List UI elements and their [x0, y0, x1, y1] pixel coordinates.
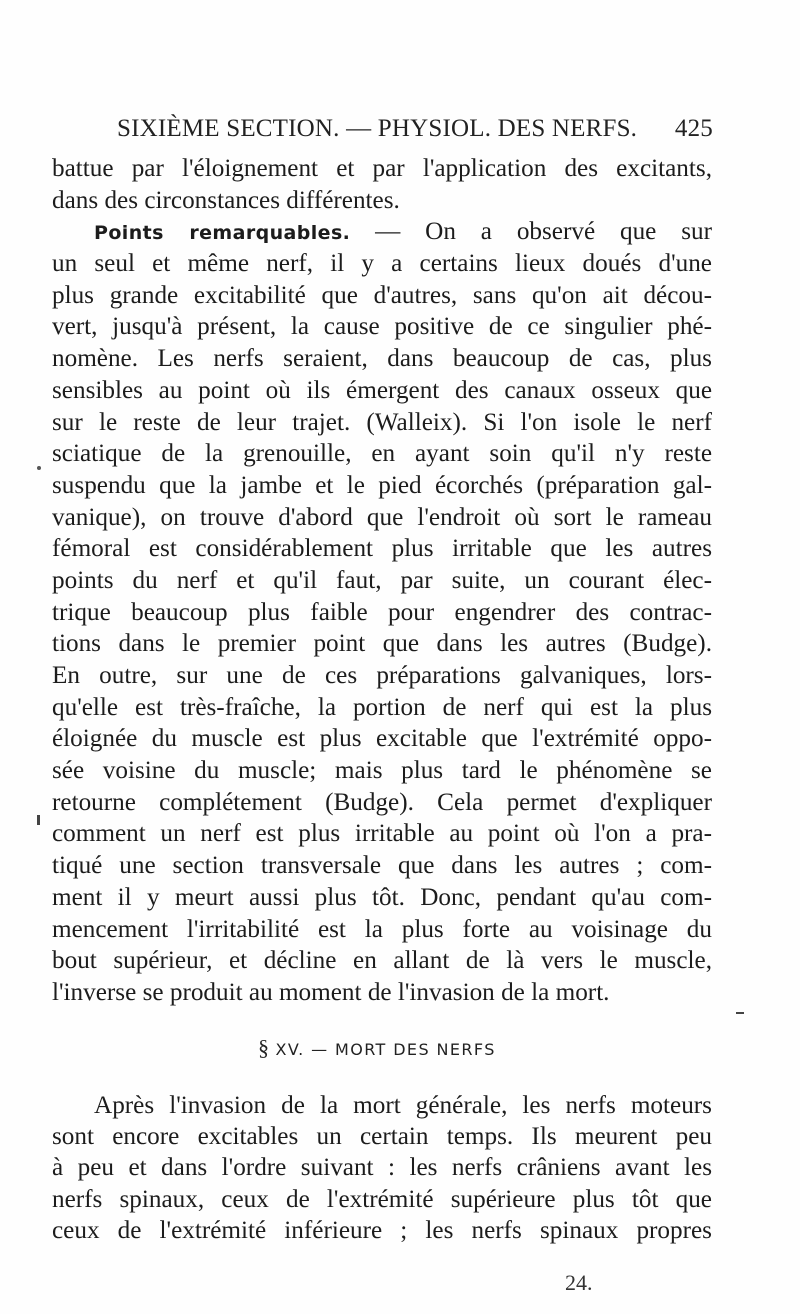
section-heading-text: XV. — MORT DES NERFS — [275, 1040, 496, 1059]
text-line: points du nerf et qu'il faut, par suite, un courant élec- — [52, 566, 712, 594]
text-line: Après l'invasion de la mort générale, les nerfs moteurs — [94, 1092, 712, 1119]
paragraph-lead-rest: — On a observé que sur — [350, 218, 712, 246]
section-text-block — [52, 1090, 712, 1246]
text-line: nomène. Les nerfs seraient, dans beaucoup de cas, plus — [52, 345, 712, 373]
text-line: plus grande excitabilité que d'autres, sans qu'on ait décou- — [52, 281, 712, 309]
section-sign: § — [258, 1035, 269, 1060]
section-heading — [258, 1035, 496, 1061]
running-title: SIXIÈME SECTION. — PHYSIOL. DES NERFS. — [117, 115, 638, 142]
text-line: tiqué une section transversale que dans les autres ; com- — [52, 852, 712, 880]
margin-speck — [37, 815, 40, 825]
text-line: éloignée du muscle est plus excitable que l'extrémité oppo- — [52, 725, 712, 753]
text-line: mencement l'irritabilité est la plus forte au voisinage du — [52, 915, 712, 943]
text-line: tions dans le premier point que dans les autres (Budge). — [52, 630, 712, 658]
text-line: comment un nerf est plus irritable au point où l'on a pra- — [52, 820, 712, 848]
margin-speck — [37, 466, 41, 470]
text-line: l'inverse se produit au moment de l'invasion de la mort. — [52, 978, 610, 1006]
page-number: 425 — [674, 115, 713, 142]
text-line: sur le reste de leur trajet. (Walleix). Si l'on isole le nerf — [52, 408, 712, 436]
text-line: ment il y meurt aussi plus tôt. Donc, pendant qu'au com- — [52, 883, 712, 911]
margin-speck — [736, 1012, 744, 1014]
text-line: En outre, sur une de ces préparations galvaniques, lors- — [52, 662, 712, 689]
text-line: qu'elle est très-fraîche, la portion de nerf qui est la plus — [52, 693, 712, 721]
paragraph-lead-title: Points remarquables. — [94, 222, 351, 245]
text-line: suspendu que la jambe et le pied écorchés (préparation gal- — [52, 471, 712, 499]
text-line: sciatique de la grenouille, en ayant soin qu'il n'y reste — [52, 440, 712, 468]
signature-mark: 24. — [565, 1270, 593, 1295]
text-line: ceux de l'extrémité inférieure ; les nerfs spinaux propres — [52, 1216, 712, 1244]
text-line: vert, jusqu'à présent, la cause positive de ce singulier phé- — [52, 313, 712, 341]
text-line: fémoral est considérablement plus irritable que les autres — [52, 535, 712, 563]
paragraph-lead-line — [52, 216, 712, 248]
text-line: bout supérieur, et décline en allant de là vers le muscle, — [52, 947, 712, 975]
main-text-block — [52, 153, 712, 1009]
text-line: à peu et dans l'ordre suivant : les nerfs crâniens avant les — [52, 1154, 712, 1182]
text-line: retourne complétement (Budge). Cela permet d'expliquer — [52, 788, 712, 816]
text-line: un seul et même nerf, il y a certains lieux doués d'une — [52, 250, 712, 278]
text-line: trique beaucoup plus faible pour engendrer des contrac- — [52, 598, 712, 626]
text-line: vanique), on trouve d'abord que l'endroit où sort le rameau — [52, 503, 712, 531]
text-line: sée voisine du muscle; mais plus tard le phénomène se — [52, 757, 712, 785]
text-line: sont encore excitables un certain temps. Ils meurent peu — [52, 1123, 712, 1151]
text-line: nerfs spinaux, ceux de l'extrémité supérieure plus tôt que — [52, 1185, 712, 1213]
text-line: sensibles au point où ils émergent des canaux osseux que — [52, 376, 712, 404]
text-line: dans des circonstances différentes. — [52, 186, 400, 214]
running-head — [117, 115, 713, 147]
text-line: battue par l'éloignement et par l'application des excitants, — [52, 155, 712, 182]
